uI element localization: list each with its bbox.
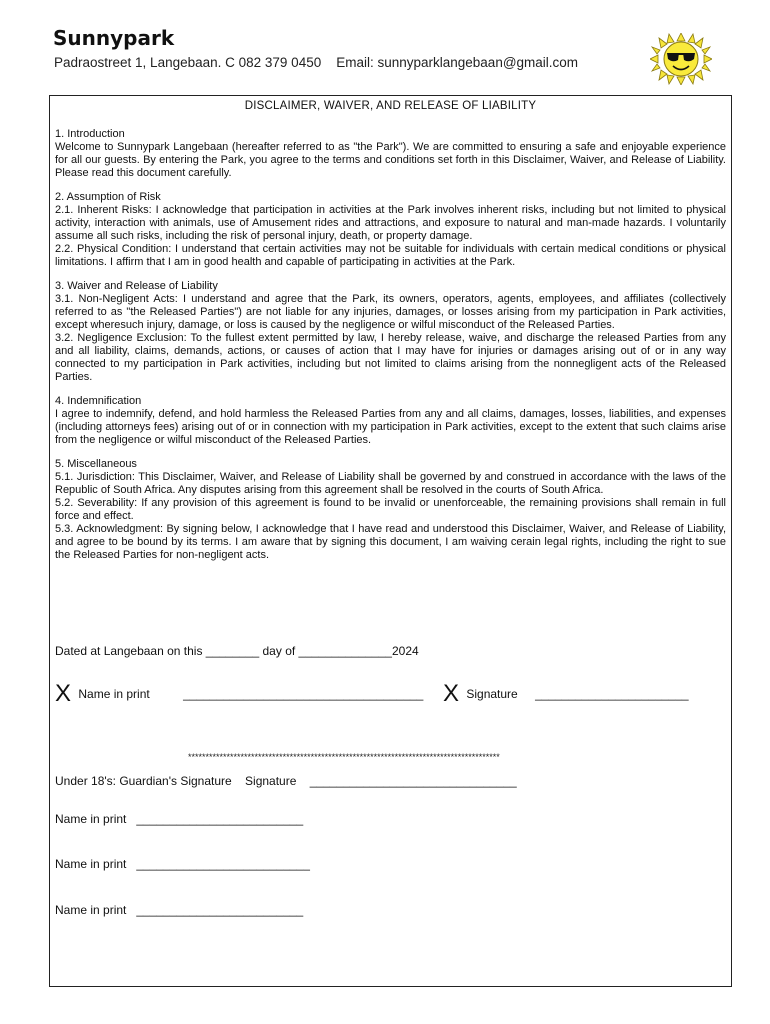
x-mark-signature: X	[443, 680, 460, 707]
section-introduction	[55, 128, 726, 180]
section-heading: 1. Introduction	[55, 128, 125, 140]
section-waiver-release	[55, 280, 726, 384]
section-heading: 4. Indemnification	[55, 395, 142, 407]
section-heading: 2. Assumption of Risk	[55, 191, 161, 203]
document-body	[55, 128, 726, 573]
name-signature-row	[55, 680, 423, 708]
guardian-name-field-3[interactable]: Name in print _________________________	[55, 903, 304, 917]
section-paragraph: 2.1. Inherent Risks: I acknowledge that participation in activities at the Park involves inherent risks, including but not limited to physical activity, interaction with animals, use of Amusement rides and attractions, and exposure to natural and man-made hazards. I voluntarily assume all such risks, including the risk of personal injury, death, or property damage.	[55, 204, 726, 242]
x-mark-name: X	[55, 680, 72, 707]
name-in-print-label: Name in print	[78, 687, 150, 701]
section-paragraph: Welcome to Sunnypark Langebaan (hereafter referred to as "the Park"). We are committed to ensuring a safe and enjoyable experience for all our guests. By entering the Park, you agree to the terms and conditions set forth in this Disclaimer, Waiver, and Release of Liability. Please read this document carefully.	[55, 141, 726, 179]
guardian-name-field-2[interactable]: Name in print __________________________	[55, 857, 310, 871]
section-indemnification	[55, 395, 726, 447]
document-title: DISCLAIMER, WAIVER, AND RELEASE OF LIABILITY	[244, 100, 537, 112]
section-assumption-of-risk	[55, 191, 726, 269]
section-heading: 5. Miscellaneous	[55, 458, 137, 470]
signature-field[interactable]: _______________________	[535, 687, 689, 701]
sun-logo-icon	[650, 33, 712, 85]
section-heading: 3. Waiver and Release of Liability	[55, 280, 218, 292]
disclaimer-frame	[49, 95, 732, 987]
section-paragraph: 5.1. Jurisdiction: This Disclaimer, Waiver, and Release of Liability shall be governed by and construed in accordance with the laws of the Republic of South Africa. Any disputes arising from this agreement shall be resolved in the courts of South Africa.	[55, 471, 726, 496]
section-paragraph: 5.2. Severability: If any provision of this agreement is found to be invalid or unenforceable, the remaining provisions shall remain in full force and effect.	[55, 497, 726, 522]
signature-label: Signature	[466, 687, 518, 701]
section-paragraph: 2.2. Physical Condition: I understand that certain activities may not be suitable for individuals with certain medical conditions or physical limitations. I affirm that I am in good health and capable of participating in activities at the Park.	[55, 243, 726, 268]
section-miscellaneous	[55, 458, 726, 562]
dated-line[interactable]: Dated at Langebaan on this ________ day of ______________2024	[55, 644, 419, 658]
guardian-name-field-1[interactable]: Name in print _________________________	[55, 812, 304, 826]
brand-name: Sunnypark	[53, 26, 175, 50]
separator-stars: *****************************************************************************************	[188, 752, 500, 762]
guardian-signature-field[interactable]: Under 18's: Guardian's Signature Signature _______________________________	[55, 774, 517, 788]
section-paragraph: 3.2. Negligence Exclusion: To the fullest extent permitted by law, I hereby release, waive, and discharge the released Parties from any and all liability, claims, demands, actions, or causes of action that I may have for injuries or damages arising out of or in any way connected to my participation in Park activities, including but not limited to claims arising from the nonnegligent acts of the Released Parties.	[55, 332, 726, 383]
section-paragraph: I agree to indemnify, defend, and hold harmless the Released Parties from any and all claims, damages, losses, liabilities, and expenses (including attorneys fees) arising out of or in connection with my participation in Park activities, except to the extent that such claims arise from the negligence or wilful misconduct of the Released Parties.	[55, 408, 726, 446]
section-paragraph: 5.3. Acknowledgment: By signing below, I acknowledge that I have read and understood this Disclaimer, Waiver, and Release of Liability, and agree to be bound by its terms. I am aware that by signing this document, I am waiving cerain legal rights, including the right to sue the Released Parties for non-negligent acts.	[55, 523, 726, 561]
signature-row	[443, 680, 689, 708]
contact-line: Padraostreet 1, Langebaan. C 082 379 0450 Email: sunnyparklangebaan@gmail.com	[54, 55, 579, 70]
name-in-print-field[interactable]: ____________________________________	[183, 687, 424, 701]
section-paragraph: 3.1. Non-Negligent Acts: I understand and agree that the Park, its owners, operators, agents, employees, and affiliates (collectively referred to as "the Released Parties") are not liable for any injuries, damages, or losses arising from my participation in Park activities, except wheresuch injury, damage, or loss is caused by the negligence or wilful misconduct of the Released Parties.	[55, 293, 726, 331]
